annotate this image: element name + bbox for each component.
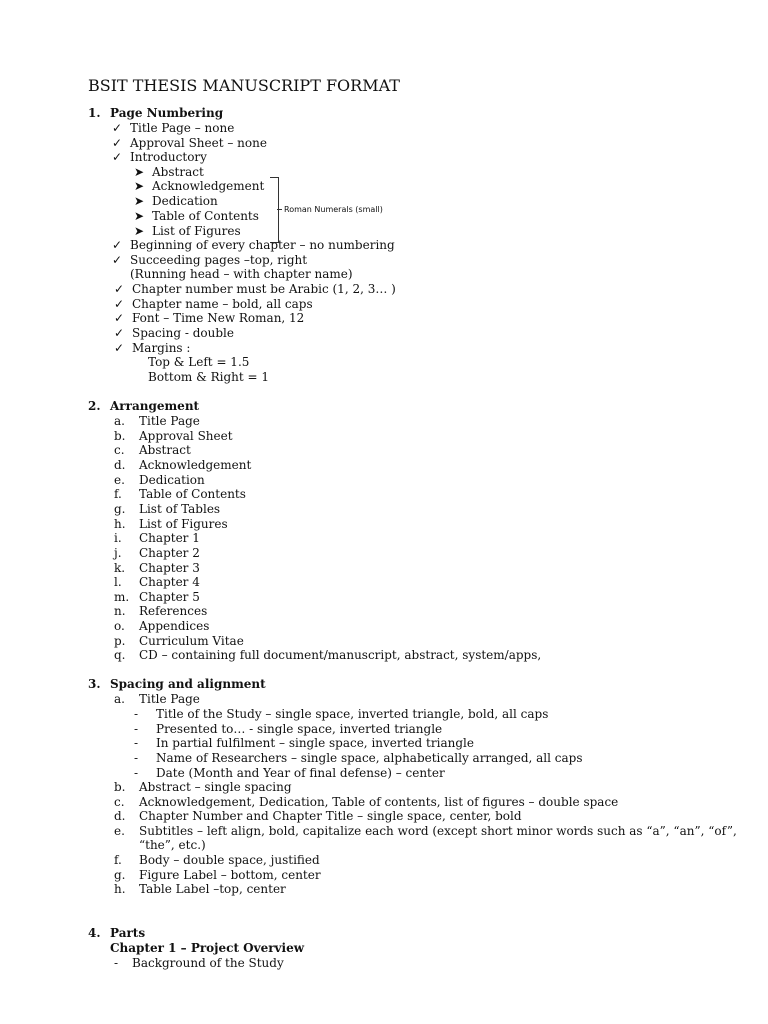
list-item: ✓ Title Page – none xyxy=(112,121,235,135)
list-item: ✓ Font – Time New Roman, 12 xyxy=(114,311,305,325)
list-item: ➤ Dedication xyxy=(134,194,218,208)
roman-numerals-note: Roman Numerals (small) xyxy=(284,205,383,214)
checkmark-icon: ✓ xyxy=(112,121,123,135)
checkmark-icon: ✓ xyxy=(114,297,125,311)
section-3-number: 3. xyxy=(88,677,101,691)
list-item: g. Figure Label – bottom, center xyxy=(114,867,321,882)
list-item: j. Chapter 2 xyxy=(114,545,200,560)
margin-bottom-right: Bottom & Right = 1 xyxy=(148,370,270,384)
checkmark-icon: ✓ xyxy=(112,253,123,267)
arrow-bullet-icon: ➤ xyxy=(134,179,145,193)
checkmark-icon: ✓ xyxy=(114,311,125,325)
list-item: b. Approval Sheet xyxy=(114,428,233,443)
checkmark-icon: ✓ xyxy=(112,136,123,150)
section-2-number: 2. xyxy=(88,399,101,413)
list-item: ➤ Abstract xyxy=(134,165,204,179)
list-item: f. Table of Contents xyxy=(114,487,246,502)
list-item: - Presented to… - single space, inverted triangle xyxy=(134,721,443,736)
list-item: a. Title Page xyxy=(114,414,200,428)
roman-numerals-bracket xyxy=(270,177,279,243)
list-item: ✓ Chapter number must be Arabic (1, 2, 3… ) xyxy=(114,282,396,296)
checkmark-icon: ✓ xyxy=(114,341,125,355)
list-item: ➤ List of Figures xyxy=(134,224,241,238)
list-item: g. List of Tables xyxy=(114,501,221,516)
list-item: m. Chapter 5 xyxy=(114,589,200,604)
section-4-number: 4. xyxy=(88,926,101,940)
list-item: b. Abstract – single spacing xyxy=(114,780,292,794)
list-item: n. References xyxy=(114,604,208,619)
section-1-heading: Page Numbering xyxy=(110,106,224,120)
list-item: a. Title Page xyxy=(114,692,200,706)
arrow-bullet-icon: ➤ xyxy=(134,194,145,208)
checkmark-icon: ✓ xyxy=(114,326,125,340)
list-item: e. Subtitles – left align, bold, capitalize each word (except short minor words such as “a”, “an”, “of”, xyxy=(114,824,737,839)
chapter-1-heading: Chapter 1 – Project Overview xyxy=(110,941,305,955)
section-3-heading: Spacing and alignment xyxy=(110,677,266,691)
section-2-heading: Arrangement xyxy=(110,399,200,413)
checkmark-icon: ✓ xyxy=(112,150,123,164)
list-item: h. List of Figures xyxy=(114,516,228,531)
checkmark-icon: ✓ xyxy=(112,238,123,252)
subtitles-continuation: “the”, etc.) xyxy=(139,838,206,852)
document-title: BSIT THESIS MANUSCRIPT FORMAT xyxy=(88,76,400,95)
list-item: f. Body – double space, justified xyxy=(114,853,320,867)
list-item: ✓ Margins : xyxy=(114,341,191,355)
list-item: c. Acknowledgement, Dedication, Table of contents, list of figures – double space xyxy=(114,794,619,809)
list-item: ➤ Table of Contents xyxy=(134,209,259,223)
list-item: - Name of Researchers – single space, alphabetically arranged, all caps xyxy=(134,751,583,766)
list-item: k. Chapter 3 xyxy=(114,560,200,575)
list-item: ✓ Succeeding pages –top, right xyxy=(112,253,308,267)
list-item: - Background of the Study xyxy=(114,956,284,970)
list-item: l. Chapter 4 xyxy=(114,575,200,590)
list-item: e. Dedication xyxy=(114,472,205,487)
list-item: ✓ Beginning of every chapter – no numbering xyxy=(112,238,395,252)
section-4-heading: Parts xyxy=(110,926,146,940)
arrow-bullet-icon: ➤ xyxy=(134,224,145,238)
list-item: ✓ Spacing - double xyxy=(114,326,234,340)
checkmark-icon: ✓ xyxy=(114,282,125,296)
list-item: d. Chapter Number and Chapter Title – single space, center, bold xyxy=(114,809,522,824)
list-item: - In partial fulfilment – single space, inverted triangle xyxy=(134,736,474,751)
list-item: c. Abstract xyxy=(114,443,191,458)
list-item: q. CD – containing full document/manuscript, abstract, system/apps, xyxy=(114,648,542,663)
running-head-note: (Running head – with chapter name) xyxy=(130,267,353,281)
arrow-bullet-icon: ➤ xyxy=(134,209,145,223)
list-item: ➤ Acknowledgement xyxy=(134,179,265,193)
bracket-tick xyxy=(277,209,282,210)
list-item: ✓ Chapter name – bold, all caps xyxy=(114,297,313,311)
list-item: - Title of the Study – single space, inverted triangle, bold, all caps xyxy=(134,707,549,721)
list-item: h. Table Label –top, center xyxy=(114,882,286,897)
section-1-number: 1. xyxy=(88,106,101,120)
list-item: ✓ Introductory xyxy=(112,150,207,164)
list-item: - Date (Month and Year of final defense) – center xyxy=(134,765,445,780)
list-item: i. Chapter 1 xyxy=(114,531,200,546)
list-item: o. Appendices xyxy=(114,619,210,634)
list-item: ✓ Approval Sheet – none xyxy=(112,136,267,150)
list-item: p. Curriculum Vitae xyxy=(114,633,244,648)
list-item: d. Acknowledgement xyxy=(114,457,252,472)
arrow-bullet-icon: ➤ xyxy=(134,165,145,179)
margin-top-left: Top & Left = 1.5 xyxy=(148,355,250,369)
